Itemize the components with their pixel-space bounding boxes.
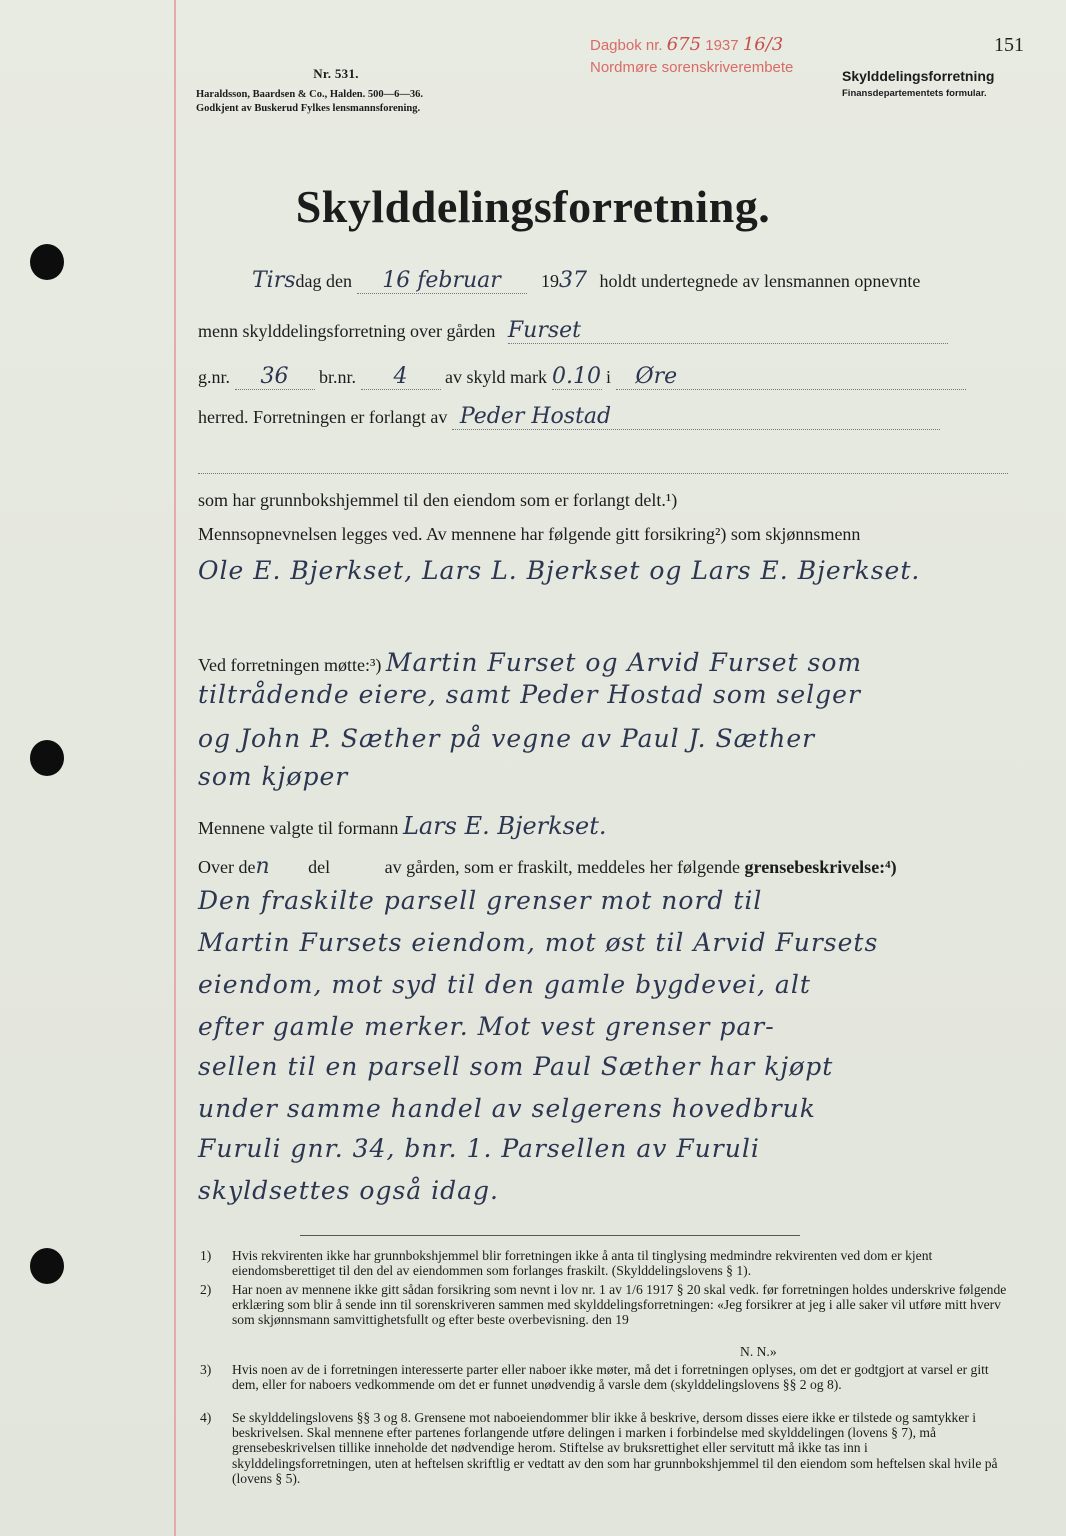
boundary-handwritten-8: skyldsettes også idag. [198, 1176, 499, 1205]
date-handwritten: 16 februar [382, 268, 501, 293]
footnote-3-text: Hvis noen av de i forretningen interesserte parter eller naboer ikke møter, må det i forretningen oplyses, om det er godtgjort at varsel er gitt dem, eller for naboers vedkommende om det er funnet unødvendig å varsle dem (skylddelingslovens §§ 2 og 8). [232, 1362, 989, 1393]
blank-line [198, 452, 1008, 474]
chair-handwritten: Lars E. Bjerkset. [402, 812, 607, 840]
bnr-label: br.nr. [319, 367, 357, 387]
footnote-1 [200, 1248, 1010, 1278]
footnote-signature-text: N. N.» [740, 1344, 777, 1359]
boundary-handwritten-4: efter gamle merker. Mot vest grenser par- [198, 1012, 775, 1041]
stamp-year: 1937 [705, 37, 739, 54]
met-handwritten-4: som kjøper [198, 762, 349, 791]
grense-label: grensebeskrivelse:⁴) [744, 857, 897, 877]
text-mennsopnevnelsen: Mennsopnevnelsen legges ved. Av mennene har følgende gitt forsikring²) som skjønnsmenn [198, 524, 861, 544]
over-label: Over de [198, 857, 256, 877]
binder-hole-middle [30, 740, 64, 776]
binder-hole-top [30, 244, 64, 280]
page-number: 151 [994, 34, 1024, 56]
men-handwritten: Ole E. Bjerkset, Lars L. Bjerkset og Lars E. Bjerkset. [198, 556, 921, 585]
gnr-label: g.nr. [198, 367, 231, 387]
gnr-handwritten: 36 [260, 364, 289, 389]
garden-label: av gården, som er fraskilt, meddeles her følgende [384, 857, 741, 877]
text-held: holdt undertegnede av lensmannen opnevnte [599, 271, 921, 291]
footnote-divider [300, 1235, 800, 1236]
footnote-3-num: 3) [200, 1362, 212, 1377]
form-header-right [842, 68, 994, 99]
met-handwritten-2: tiltrådende eiere, samt Peder Hostad som selger [198, 680, 861, 709]
footnote-4-num: 4) [200, 1410, 212, 1425]
met-label: Ved forretningen møtte:³) [198, 655, 382, 675]
year-prefix: 19 [541, 271, 560, 291]
met-handwritten-1: Martin Furset og Arvid Furset som [385, 648, 863, 677]
met-line [198, 648, 862, 677]
stamp-office: Nordmøre sorenskriverembete [590, 59, 794, 76]
stamp-date: 16/3 [742, 34, 784, 55]
stamp-number: 675 [666, 34, 702, 55]
footnote-4-text: Se skylddelingslovens §§ 3 og 8. Grensene mot naboeiendommer blir ikke å beskrive, dersom disses eiere ikke er tilstede og samtykker i beskrivelsen. Skal mennene efter partenes forlangende utføre delingen i marken i forbindelse med skylddelingen (lovens § 7), må grensebeskrivelsen tillike inneholde det nødvendige herom. Stiftelse av bruksrettighet eller servitutt må ikke tas inn i skylddelingsforretningen, uten at heftelsen skriftlig er vedtatt av den som har grunnbokshjemmel til den eiendom som heftelsen skal hvile på (lovens § 5). [232, 1410, 998, 1486]
printer-line: Haraldsson, Baardsen & Co., Halden. 500—6—36. [196, 89, 423, 100]
boundary-handwritten-7: Furuli gnr. 34, bnr. 1. Parsellen av Furuli [198, 1134, 760, 1163]
del-label: del [308, 857, 331, 877]
boundary-handwritten-1: Den fraskilte parsell grenser mot nord til [198, 886, 763, 915]
gnr-line [198, 364, 966, 390]
footnote-1-text: Hvis rekvirenten ikke har grunnbokshjemmel blir forretningen ikke å anta til tinglysing medmindre rekvirenten ved dom er kjent eiendomsberettiget til den del av eiendommen som forlanges fraskilt. (Skylddelingslovens § 1). [232, 1248, 933, 1279]
met-handwritten-3: og John P. Sæther på vegne av Paul J. Sæther [198, 724, 816, 753]
herred-handwritten: Øre [635, 364, 678, 389]
bnr-handwritten: 4 [393, 364, 408, 389]
year-handwritten: 37 [559, 268, 588, 293]
page-title: Skylddelingsforretning. [295, 181, 771, 232]
footnote-1-num: 1) [200, 1248, 212, 1263]
binder-hole-bottom [30, 1248, 64, 1284]
requester-handwritten: Peder Hostad [459, 404, 612, 429]
footnote-2-text: Har noen av mennene ikke gitt sådan forsikring som nevnt i lov nr. 1 av 1/6 1917 § 20 skal vedk. før forretningen holdes underskrive følgende erklæring som blir å sende inn til sorenskriveren sammen med skylddelingsforretningen: «Jeg forsikrer at jeg i alle saker vil utføre mitt hverv som skjønnsmann samvittighetsfullt og efter beste overbevisning. den 19 [232, 1282, 1007, 1328]
registry-stamp [590, 34, 793, 79]
form-title-small: Skylddelingsforretning [842, 68, 995, 84]
form-header-left [196, 66, 476, 116]
skyld-handwritten: 0.10 [552, 364, 601, 389]
farm-handwritten: Furset [507, 318, 582, 343]
approval-line: Godkjent av Buskerud Fylkes lensmannsforening. [196, 103, 421, 114]
text-requested: herred. Forretningen er forlangt av [198, 407, 448, 427]
boundary-handwritten-5: sellen til en parsell som Paul Sæther har kjøpt [198, 1052, 834, 1081]
footnote-2 [200, 1282, 1010, 1328]
day-handwritten: Tirs [252, 268, 296, 293]
footnote-2-num: 2) [200, 1282, 212, 1297]
farm-line [198, 318, 948, 344]
footnote-signature [740, 1344, 840, 1359]
i-label: i [606, 367, 612, 387]
form-subtitle: Finansdepartementets formular. [842, 88, 987, 99]
over-line [198, 854, 897, 879]
text-grunnbok: som har grunnbokshjemmel til den eiendom som er forlangt delt.¹) [198, 490, 678, 510]
text-farm: menn skylddelingsforretning over gården [198, 321, 496, 341]
requester-line [198, 404, 940, 430]
day-suffix: dag den [295, 271, 353, 291]
chair-label: Mennene valgte til formann [198, 818, 399, 838]
footnote-3 [200, 1362, 1010, 1392]
boundary-handwritten-2: Martin Fursets eiendom, mot øst til Arvid Fursets [198, 928, 879, 957]
stamp-label: Dagbok nr. [590, 37, 663, 54]
date-line [252, 268, 920, 294]
boundary-handwritten-6: under samme handel av selgerens hovedbruk [198, 1094, 816, 1123]
over-handwritten: n [255, 854, 270, 879]
boundary-handwritten-3: eiendom, mot syd til den gamle bygdevei, alt [198, 970, 811, 999]
chair-line [198, 812, 606, 840]
form-number: Nr. 531. [313, 66, 359, 81]
footnote-4 [200, 1410, 1010, 1486]
skyld-label: av skyld mark [445, 367, 548, 387]
